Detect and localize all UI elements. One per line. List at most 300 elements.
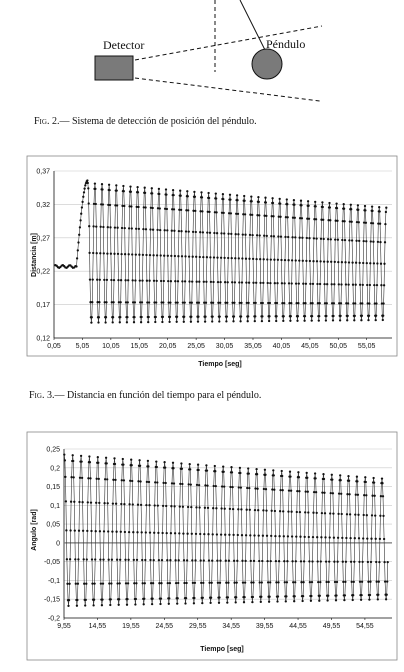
- data-point: [184, 301, 186, 303]
- data-point: [385, 207, 387, 209]
- data-point: [290, 315, 292, 317]
- data-point: [365, 222, 367, 224]
- data-point: [207, 533, 209, 535]
- data-point: [358, 221, 360, 223]
- data-point: [113, 457, 115, 459]
- data-point: [252, 596, 254, 598]
- data-point: [320, 560, 322, 562]
- data-point: [72, 454, 74, 456]
- data-point: [360, 594, 362, 596]
- data-point: [335, 202, 337, 204]
- data-point: [212, 507, 214, 509]
- data-point: [161, 559, 163, 561]
- data-point: [131, 253, 133, 255]
- data-point: [257, 196, 259, 198]
- data-point: [353, 561, 355, 563]
- data-point: [227, 582, 229, 584]
- data-point: [179, 190, 181, 192]
- data-point: [133, 582, 135, 584]
- data-point: [347, 302, 349, 304]
- data-point: [375, 315, 377, 317]
- data-point: [100, 582, 102, 584]
- data-point: [140, 504, 142, 506]
- data-point: [171, 230, 173, 232]
- data-point: [350, 204, 352, 206]
- data-point: [261, 320, 263, 322]
- data-point: [295, 535, 297, 537]
- data-point: [274, 535, 276, 537]
- data-point: [252, 282, 254, 284]
- data-point: [176, 316, 178, 318]
- data-point: [83, 191, 85, 193]
- data-point: [368, 315, 370, 317]
- data-point: [207, 192, 209, 194]
- data-point: [255, 468, 257, 470]
- data-point: [169, 559, 171, 561]
- data-point: [130, 191, 132, 193]
- data-point: [223, 257, 225, 259]
- data-point: [369, 262, 371, 264]
- data-point: [132, 503, 134, 505]
- data-point: [309, 283, 311, 285]
- data-point: [312, 536, 314, 538]
- data-point: [311, 319, 313, 321]
- data-point: [151, 598, 153, 600]
- data-point: [345, 283, 347, 285]
- data-point: [129, 480, 131, 482]
- data-point: [320, 536, 322, 538]
- data-point: [272, 202, 274, 204]
- data-point: [247, 467, 249, 469]
- data-point: [327, 238, 329, 240]
- data-point: [70, 476, 72, 478]
- data-point: [130, 459, 132, 461]
- data-point: [140, 316, 142, 318]
- data-point: [237, 213, 239, 215]
- data-point: [268, 315, 270, 317]
- data-point: [128, 531, 130, 533]
- data-point: [354, 315, 356, 317]
- data-point: [315, 205, 317, 207]
- x-tick-label: 19,55: [122, 623, 140, 630]
- data-point: [261, 581, 263, 583]
- data-point: [151, 187, 153, 189]
- data-point: [96, 478, 98, 480]
- data-point: [190, 506, 192, 508]
- data-point: [116, 227, 118, 229]
- data-point: [342, 561, 344, 563]
- data-point: [98, 502, 100, 504]
- data-point: [240, 302, 242, 304]
- data-point: [339, 319, 341, 321]
- data-point: [306, 472, 308, 474]
- data-point: [307, 491, 309, 493]
- data-point: [374, 514, 376, 516]
- data-point: [262, 535, 264, 537]
- data-point: [64, 476, 66, 478]
- data-point: [146, 280, 148, 282]
- data-point: [316, 283, 318, 285]
- data-point: [74, 529, 76, 531]
- data-point: [116, 204, 118, 206]
- data-point: [359, 581, 361, 583]
- data-point: [200, 582, 202, 584]
- data-point: [77, 241, 79, 243]
- data-point: [331, 474, 333, 476]
- data-point: [218, 602, 220, 604]
- data-point: [326, 283, 328, 285]
- data-point: [355, 284, 357, 286]
- data-point: [333, 302, 335, 304]
- data-point: [383, 263, 385, 265]
- data-point: [191, 559, 193, 561]
- data-point: [214, 465, 216, 467]
- data-point: [317, 560, 319, 562]
- chart-distance-ticks: [36, 169, 375, 351]
- data-point: [362, 537, 364, 539]
- data-point: [63, 453, 65, 455]
- data-point: [181, 468, 183, 470]
- data-point: [354, 302, 356, 304]
- data-point: [70, 501, 72, 503]
- data-point: [361, 581, 363, 583]
- data-point: [166, 559, 168, 561]
- data-point: [284, 581, 286, 583]
- y-tick-label: 0,15: [46, 484, 60, 492]
- data-point: [172, 189, 174, 191]
- data-point: [86, 558, 88, 560]
- data-point: [258, 534, 260, 536]
- data-point: [160, 582, 162, 584]
- data-point: [317, 581, 319, 583]
- data-point: [298, 490, 300, 492]
- data-point: [82, 530, 84, 532]
- data-point: [244, 581, 246, 583]
- data-point: [206, 469, 208, 471]
- data-point: [254, 487, 256, 489]
- data-point: [384, 580, 386, 582]
- data-point: [148, 504, 150, 506]
- data-point: [193, 191, 195, 193]
- data-point: [173, 230, 175, 232]
- data-point: [135, 228, 137, 230]
- data-point: [195, 256, 197, 258]
- data-point: [333, 561, 335, 563]
- data-point: [355, 494, 357, 496]
- data-point: [302, 283, 304, 285]
- data-point: [173, 208, 175, 210]
- data-point: [239, 467, 241, 469]
- data-point: [112, 479, 114, 481]
- data-point: [231, 281, 233, 283]
- data-point: [183, 316, 185, 318]
- data-point: [352, 599, 354, 601]
- data-point: [325, 581, 327, 583]
- data-point: [378, 206, 380, 208]
- data-point: [348, 480, 350, 482]
- data-point: [364, 476, 366, 478]
- data-point: [197, 316, 199, 318]
- data-point: [358, 240, 360, 242]
- data-point: [241, 534, 243, 536]
- data-point: [202, 582, 204, 584]
- data-point: [107, 226, 109, 228]
- data-point: [150, 582, 152, 584]
- data-point: [330, 261, 332, 263]
- data-point: [253, 560, 255, 562]
- data-point: [131, 464, 133, 466]
- data-point: [94, 182, 96, 184]
- data-point: [75, 583, 77, 585]
- data-point: [221, 485, 223, 487]
- data-point: [203, 533, 205, 535]
- data-point: [123, 503, 125, 505]
- data-point: [384, 241, 386, 243]
- data-point: [200, 559, 202, 561]
- data-point: [126, 316, 128, 318]
- data-point: [248, 472, 250, 474]
- data-point: [288, 282, 290, 284]
- data-point: [126, 321, 128, 323]
- data-point: [159, 229, 161, 231]
- data-point: [186, 190, 188, 192]
- data-point: [250, 195, 252, 197]
- data-point: [315, 218, 317, 220]
- data-point: [192, 582, 194, 584]
- data-point: [293, 600, 295, 602]
- data-point: [340, 302, 342, 304]
- data-point: [95, 203, 97, 205]
- data-point: [72, 460, 74, 462]
- data-point: [215, 211, 217, 213]
- data-point: [215, 485, 217, 487]
- data-point: [114, 463, 116, 465]
- data-point: [177, 280, 179, 282]
- data-point: [79, 219, 81, 221]
- data-point: [369, 594, 371, 596]
- data-point: [298, 282, 300, 284]
- data-point: [261, 560, 263, 562]
- data-point: [220, 507, 222, 509]
- data-point: [180, 209, 182, 211]
- data-point: [258, 201, 260, 203]
- data-point: [104, 321, 106, 323]
- data-point: [189, 468, 191, 470]
- data-point: [219, 559, 221, 561]
- data-point: [381, 482, 383, 484]
- data-point: [223, 485, 225, 487]
- data-point: [109, 604, 111, 606]
- data-point: [323, 283, 325, 285]
- data-point: [220, 232, 222, 234]
- data-point: [201, 210, 203, 212]
- data-point: [346, 319, 348, 321]
- data-point: [227, 596, 229, 598]
- data-point: [223, 212, 225, 214]
- data-point: [187, 506, 189, 508]
- data-point: [350, 208, 352, 210]
- y-tick-label: -0,1: [47, 577, 60, 585]
- data-point: [192, 231, 194, 233]
- data-point: [174, 280, 176, 282]
- data-point: [291, 259, 293, 261]
- data-point: [184, 602, 186, 604]
- data-point: [115, 184, 117, 186]
- data-point: [88, 202, 90, 204]
- data-point: [120, 279, 122, 281]
- data-point: [168, 321, 170, 323]
- data-point: [99, 279, 101, 281]
- data-point: [101, 183, 103, 185]
- data-point: [278, 560, 280, 562]
- data-point: [301, 600, 303, 602]
- data-point: [88, 455, 90, 457]
- data-point: [75, 265, 77, 267]
- data-point: [305, 260, 307, 262]
- data-point: [247, 302, 249, 304]
- data-point: [154, 504, 156, 506]
- data-point: [283, 302, 285, 304]
- data-point: [365, 481, 367, 483]
- data-point: [321, 512, 323, 514]
- data-point: [103, 530, 105, 532]
- data-point: [110, 598, 112, 600]
- data-point: [371, 210, 373, 212]
- data-point: [217, 281, 219, 283]
- data-point: [178, 532, 180, 534]
- data-point: [268, 596, 270, 598]
- data-point: [211, 320, 213, 322]
- data-point: [274, 282, 276, 284]
- data-point: [187, 209, 189, 211]
- data-point: [239, 320, 241, 322]
- data-point: [330, 238, 332, 240]
- data-point: [383, 538, 385, 540]
- data-point: [264, 474, 266, 476]
- data-point: [367, 581, 369, 583]
- data-point: [268, 601, 270, 603]
- data-point: [268, 320, 270, 322]
- y-tick-label: -0,2: [47, 615, 60, 623]
- data-point: [235, 233, 237, 235]
- data-point: [171, 482, 173, 484]
- data-point: [136, 186, 138, 188]
- data-point: [189, 463, 191, 465]
- data-point: [328, 202, 330, 204]
- data-point: [158, 188, 160, 190]
- data-point: [95, 225, 97, 227]
- data-point: [299, 237, 301, 239]
- data-point: [370, 538, 372, 540]
- data-point: [105, 301, 107, 303]
- data-point: [327, 595, 329, 597]
- data-point: [136, 559, 138, 561]
- data-point: [229, 194, 231, 196]
- data-point: [123, 205, 125, 207]
- data-point: [161, 321, 163, 323]
- data-point: [344, 261, 346, 263]
- data-point: [296, 511, 298, 513]
- data-point: [363, 494, 365, 496]
- detector-beam-lower: [135, 78, 320, 101]
- data-point: [149, 531, 151, 533]
- data-point: [386, 594, 388, 596]
- data-point: [380, 263, 382, 265]
- data-point: [252, 581, 254, 583]
- data-point: [343, 599, 345, 601]
- data-point: [222, 193, 224, 195]
- data-point: [283, 535, 285, 537]
- data-point: [287, 216, 289, 218]
- data-point: [102, 582, 104, 584]
- data-point: [294, 581, 296, 583]
- data-point: [67, 605, 69, 607]
- detection-diagram: [95, 0, 322, 101]
- y-tick-label: 0,25: [46, 446, 60, 454]
- data-point: [305, 283, 307, 285]
- data-point: [172, 462, 174, 464]
- data-point: [279, 202, 281, 204]
- data-point: [293, 199, 295, 201]
- data-point: [311, 302, 313, 304]
- data-point: [295, 259, 297, 261]
- data-point: [244, 560, 246, 562]
- data-point: [138, 459, 140, 461]
- data-point: [215, 507, 217, 509]
- data-point: [306, 237, 308, 239]
- data-point: [167, 280, 169, 282]
- data-point: [331, 283, 333, 285]
- data-point: [85, 599, 87, 601]
- data-point: [89, 477, 91, 479]
- data-point: [176, 602, 178, 604]
- data-point: [151, 603, 153, 605]
- data-point: [318, 319, 320, 321]
- data-point: [222, 465, 224, 467]
- data-point: [291, 236, 293, 238]
- data-point: [337, 513, 339, 515]
- data-point: [332, 319, 334, 321]
- data-point: [382, 495, 384, 497]
- data-point: [204, 320, 206, 322]
- data-point: [194, 582, 196, 584]
- data-point: [260, 601, 262, 603]
- data-point: [144, 559, 146, 561]
- data-point: [84, 604, 86, 606]
- data-point: [108, 189, 110, 191]
- data-point: [194, 559, 196, 561]
- data-point: [120, 301, 122, 303]
- data-point: [220, 533, 222, 535]
- data-point: [216, 256, 218, 258]
- data-point: [97, 321, 99, 323]
- data-point: [212, 281, 214, 283]
- data-point: [197, 469, 199, 471]
- data-point: [111, 559, 113, 561]
- data-point: [104, 478, 106, 480]
- data-point: [193, 597, 195, 599]
- data-point: [144, 206, 146, 208]
- data-point: [341, 537, 343, 539]
- data-point: [149, 254, 151, 256]
- data-point: [218, 320, 220, 322]
- data-point: [275, 320, 277, 322]
- data-point: [298, 476, 300, 478]
- data-point: [354, 537, 356, 539]
- x-tick-label: 0,05: [47, 343, 61, 350]
- data-point: [355, 262, 357, 264]
- data-point: [326, 599, 328, 601]
